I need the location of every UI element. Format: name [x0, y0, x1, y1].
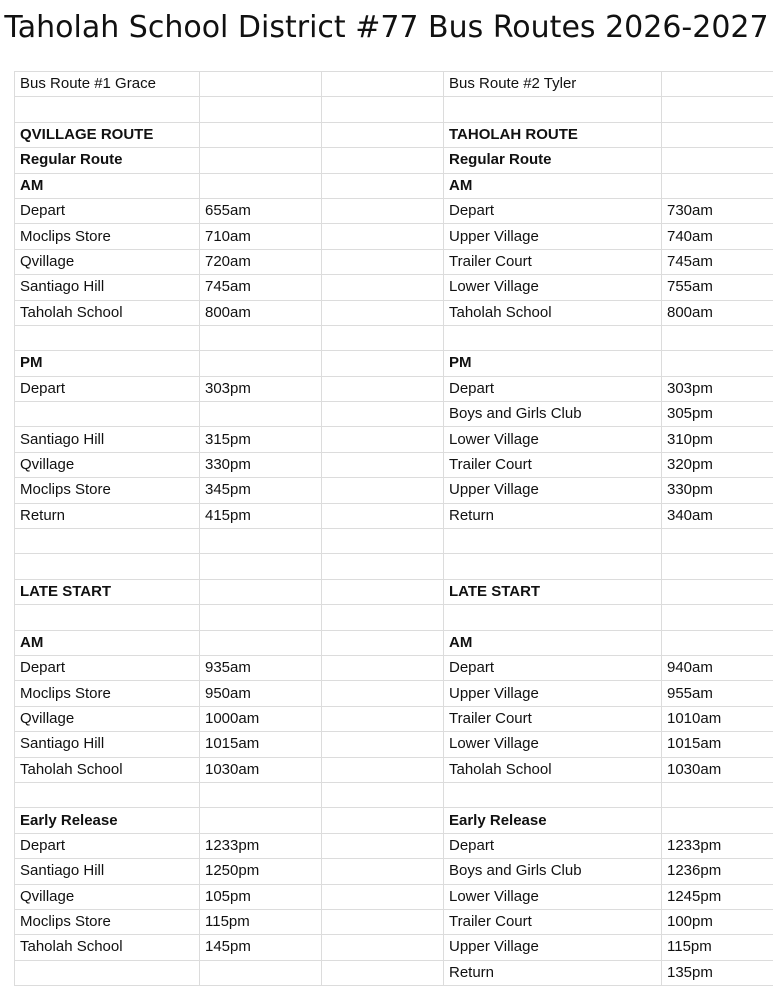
route1-spacer-cell [322, 351, 444, 376]
route2-time-cell: 305pm [662, 402, 773, 427]
route1-spacer-cell [322, 935, 444, 960]
route1-spacer-cell [322, 732, 444, 757]
route2-stop-name-cell: Upper Village [444, 935, 662, 960]
route2-time-cell [662, 605, 773, 630]
table-row [15, 148, 773, 173]
route1-spacer-cell [322, 757, 444, 782]
route2-stop-name-cell: Bus Route #2 Tyler [444, 72, 662, 97]
route1-stop-name-cell: Taholah School [15, 757, 200, 782]
route2-time-cell: 340am [662, 503, 773, 528]
table-row [15, 529, 773, 554]
table-row [15, 859, 773, 884]
route2-stop-name-cell [444, 554, 662, 579]
route1-time-cell: 115pm [200, 909, 322, 934]
route1-time-cell [200, 529, 322, 554]
route1-spacer-cell [322, 97, 444, 122]
table-row [15, 655, 773, 680]
route2-time-cell: 800am [662, 300, 773, 325]
route1-stop-name-cell [15, 402, 200, 427]
route2-time-cell: 740am [662, 224, 773, 249]
table-row [15, 198, 773, 223]
route1-spacer-cell [322, 300, 444, 325]
route2-stop-name-cell: Trailer Court [444, 706, 662, 731]
route1-time-cell [200, 148, 322, 173]
route2-stop-name-cell: Trailer Court [444, 909, 662, 934]
table-row [15, 579, 773, 604]
route1-stop-name-cell [15, 529, 200, 554]
route2-stop-name-cell [444, 529, 662, 554]
route2-stop-name-cell: Boys and Girls Club [444, 859, 662, 884]
page-title: Taholah School District #77 Bus Routes 2026-2027 [4, 10, 769, 45]
route1-spacer-cell [322, 402, 444, 427]
table-row [15, 478, 773, 503]
route1-time-cell: 1030am [200, 757, 322, 782]
route2-time-cell [662, 529, 773, 554]
route1-stop-name-cell: Depart [15, 376, 200, 401]
table-row [15, 782, 773, 807]
route2-stop-name-cell: Depart [444, 198, 662, 223]
route2-time-cell: 115pm [662, 935, 773, 960]
route1-spacer-cell [322, 859, 444, 884]
route1-stop-name-cell: Regular Route [15, 148, 200, 173]
route2-time-cell: 320pm [662, 452, 773, 477]
table-row [15, 72, 773, 97]
route2-time-cell [662, 630, 773, 655]
route1-spacer-cell [322, 478, 444, 503]
route1-stop-name-cell: Early Release [15, 808, 200, 833]
route1-time-cell [200, 554, 322, 579]
route2-stop-name-cell: Boys and Girls Club [444, 402, 662, 427]
route1-time-cell: 720am [200, 249, 322, 274]
table-row [15, 935, 773, 960]
route2-stop-name-cell: Return [444, 503, 662, 528]
route1-time-cell: 935am [200, 655, 322, 680]
route1-spacer-cell [322, 630, 444, 655]
route1-spacer-cell [322, 148, 444, 173]
route1-time-cell: 330pm [200, 452, 322, 477]
route1-stop-name-cell: Santiago Hill [15, 427, 200, 452]
route1-spacer-cell [322, 884, 444, 909]
route2-time-cell: 100pm [662, 909, 773, 934]
route1-time-cell [200, 630, 322, 655]
table-row [15, 427, 773, 452]
route2-time-cell [662, 148, 773, 173]
route1-stop-name-cell [15, 325, 200, 350]
route1-spacer-cell [322, 275, 444, 300]
route1-time-cell [200, 97, 322, 122]
route2-stop-name-cell: Depart [444, 376, 662, 401]
route2-stop-name-cell: AM [444, 173, 662, 198]
route1-stop-name-cell: AM [15, 173, 200, 198]
route2-time-cell [662, 554, 773, 579]
route1-time-cell: 145pm [200, 935, 322, 960]
route2-time-cell [662, 173, 773, 198]
route1-time-cell: 800am [200, 300, 322, 325]
route2-stop-name-cell: Lower Village [444, 275, 662, 300]
route1-stop-name-cell [15, 554, 200, 579]
route1-stop-name-cell [15, 605, 200, 630]
route2-stop-name-cell: Upper Village [444, 681, 662, 706]
table-row [15, 833, 773, 858]
route1-stop-name-cell: AM [15, 630, 200, 655]
route1-spacer-cell [322, 72, 444, 97]
route2-time-cell [662, 97, 773, 122]
route2-time-cell: 955am [662, 681, 773, 706]
route1-spacer-cell [322, 605, 444, 630]
route1-time-cell: 655am [200, 198, 322, 223]
route1-spacer-cell [322, 198, 444, 223]
route1-time-cell [200, 960, 322, 985]
table-row [15, 605, 773, 630]
route2-time-cell: 940am [662, 655, 773, 680]
route1-time-cell [200, 808, 322, 833]
route1-stop-name-cell: Depart [15, 198, 200, 223]
table-row [15, 173, 773, 198]
route1-time-cell: 1015am [200, 732, 322, 757]
table-row [15, 325, 773, 350]
route2-time-cell [662, 122, 773, 147]
route2-stop-name-cell: Regular Route [444, 148, 662, 173]
route1-stop-name-cell: Taholah School [15, 935, 200, 960]
table-row [15, 300, 773, 325]
route1-spacer-cell [322, 452, 444, 477]
route1-spacer-cell [322, 554, 444, 579]
route2-time-cell: 755am [662, 275, 773, 300]
table-row [15, 122, 773, 147]
table-row [15, 249, 773, 274]
route1-spacer-cell [322, 376, 444, 401]
route1-stop-name-cell [15, 960, 200, 985]
route1-time-cell [200, 173, 322, 198]
route2-time-cell: 1233pm [662, 833, 773, 858]
route1-spacer-cell [322, 833, 444, 858]
route2-time-cell: 1015am [662, 732, 773, 757]
route1-spacer-cell [322, 655, 444, 680]
route2-time-cell: 1010am [662, 706, 773, 731]
route2-time-cell [662, 325, 773, 350]
table-row [15, 960, 773, 985]
table-row [15, 275, 773, 300]
table-row [15, 452, 773, 477]
route1-stop-name-cell: Qvillage [15, 249, 200, 274]
route2-stop-name-cell [444, 325, 662, 350]
route1-spacer-cell [322, 173, 444, 198]
route1-time-cell: 1250pm [200, 859, 322, 884]
route1-time-cell: 415pm [200, 503, 322, 528]
route1-spacer-cell [322, 122, 444, 147]
route2-stop-name-cell: TAHOLAH ROUTE [444, 122, 662, 147]
route2-time-cell: 135pm [662, 960, 773, 985]
route1-spacer-cell [322, 224, 444, 249]
route1-spacer-cell [322, 579, 444, 604]
route1-time-cell [200, 325, 322, 350]
route2-stop-name-cell: Depart [444, 655, 662, 680]
route1-time-cell: 105pm [200, 884, 322, 909]
route2-stop-name-cell: Lower Village [444, 884, 662, 909]
route1-spacer-cell [322, 681, 444, 706]
route1-stop-name-cell: Santiago Hill [15, 859, 200, 884]
route1-time-cell: 950am [200, 681, 322, 706]
table-row [15, 351, 773, 376]
table-row [15, 630, 773, 655]
route2-stop-name-cell: PM [444, 351, 662, 376]
table-row [15, 757, 773, 782]
route1-stop-name-cell: Qvillage [15, 884, 200, 909]
route2-stop-name-cell: Lower Village [444, 732, 662, 757]
route1-time-cell [200, 605, 322, 630]
route1-time-cell [200, 579, 322, 604]
route1-stop-name-cell [15, 782, 200, 807]
route1-spacer-cell [322, 782, 444, 807]
route2-stop-name-cell: Trailer Court [444, 452, 662, 477]
route1-stop-name-cell: Moclips Store [15, 681, 200, 706]
route1-stop-name-cell: Moclips Store [15, 478, 200, 503]
route1-stop-name-cell: QVILLAGE ROUTE [15, 122, 200, 147]
route1-stop-name-cell: Santiago Hill [15, 732, 200, 757]
route1-spacer-cell [322, 909, 444, 934]
route1-spacer-cell [322, 529, 444, 554]
route2-time-cell: 1236pm [662, 859, 773, 884]
route1-stop-name-cell: Santiago Hill [15, 275, 200, 300]
route2-stop-name-cell: Return [444, 960, 662, 985]
route2-time-cell: 745am [662, 249, 773, 274]
route1-time-cell: 303pm [200, 376, 322, 401]
route2-time-cell: 330pm [662, 478, 773, 503]
route2-time-cell: 1030am [662, 757, 773, 782]
route1-time-cell [200, 122, 322, 147]
route2-time-cell [662, 351, 773, 376]
route2-time-cell: 310pm [662, 427, 773, 452]
route1-time-cell [200, 351, 322, 376]
route2-time-cell [662, 72, 773, 97]
route1-stop-name-cell: Bus Route #1 Grace [15, 72, 200, 97]
route2-stop-name-cell: Taholah School [444, 757, 662, 782]
route1-time-cell: 345pm [200, 478, 322, 503]
route1-stop-name-cell: Moclips Store [15, 909, 200, 934]
route2-time-cell: 303pm [662, 376, 773, 401]
route2-stop-name-cell [444, 97, 662, 122]
route1-stop-name-cell: Qvillage [15, 706, 200, 731]
table-row [15, 97, 773, 122]
route1-time-cell [200, 402, 322, 427]
route1-time-cell: 315pm [200, 427, 322, 452]
route2-stop-name-cell: Upper Village [444, 478, 662, 503]
route2-stop-name-cell: Lower Village [444, 427, 662, 452]
route1-spacer-cell [322, 706, 444, 731]
route1-stop-name-cell: PM [15, 351, 200, 376]
route1-stop-name-cell: Moclips Store [15, 224, 200, 249]
table-row [15, 402, 773, 427]
route2-time-cell [662, 579, 773, 604]
table-row [15, 909, 773, 934]
route1-stop-name-cell: Qvillage [15, 452, 200, 477]
route2-stop-name-cell: Upper Village [444, 224, 662, 249]
table-row [15, 554, 773, 579]
route2-time-cell [662, 782, 773, 807]
route2-time-cell: 730am [662, 198, 773, 223]
route2-stop-name-cell: AM [444, 630, 662, 655]
route2-stop-name-cell: LATE START [444, 579, 662, 604]
route2-stop-name-cell: Depart [444, 833, 662, 858]
route1-spacer-cell [322, 249, 444, 274]
route2-stop-name-cell [444, 605, 662, 630]
route2-stop-name-cell: Taholah School [444, 300, 662, 325]
bus-route-table [14, 71, 773, 986]
route1-stop-name-cell: Return [15, 503, 200, 528]
route1-spacer-cell [322, 960, 444, 985]
table-row [15, 503, 773, 528]
route2-time-cell [662, 808, 773, 833]
route1-stop-name-cell: LATE START [15, 579, 200, 604]
route1-time-cell: 1000am [200, 706, 322, 731]
table-row [15, 706, 773, 731]
route2-stop-name-cell: Early Release [444, 808, 662, 833]
route1-stop-name-cell: Taholah School [15, 300, 200, 325]
route1-time-cell: 1233pm [200, 833, 322, 858]
route1-stop-name-cell [15, 97, 200, 122]
table-row [15, 376, 773, 401]
route1-spacer-cell [322, 427, 444, 452]
route1-time-cell [200, 72, 322, 97]
route1-spacer-cell [322, 808, 444, 833]
route2-stop-name-cell: Trailer Court [444, 249, 662, 274]
table-row [15, 732, 773, 757]
route1-time-cell [200, 782, 322, 807]
route1-spacer-cell [322, 503, 444, 528]
route2-stop-name-cell [444, 782, 662, 807]
table-row [15, 808, 773, 833]
table-row [15, 224, 773, 249]
route1-time-cell: 710am [200, 224, 322, 249]
table-row [15, 884, 773, 909]
route1-stop-name-cell: Depart [15, 833, 200, 858]
route2-time-cell: 1245pm [662, 884, 773, 909]
route1-spacer-cell [322, 325, 444, 350]
table-row [15, 681, 773, 706]
route1-stop-name-cell: Depart [15, 655, 200, 680]
route1-time-cell: 745am [200, 275, 322, 300]
